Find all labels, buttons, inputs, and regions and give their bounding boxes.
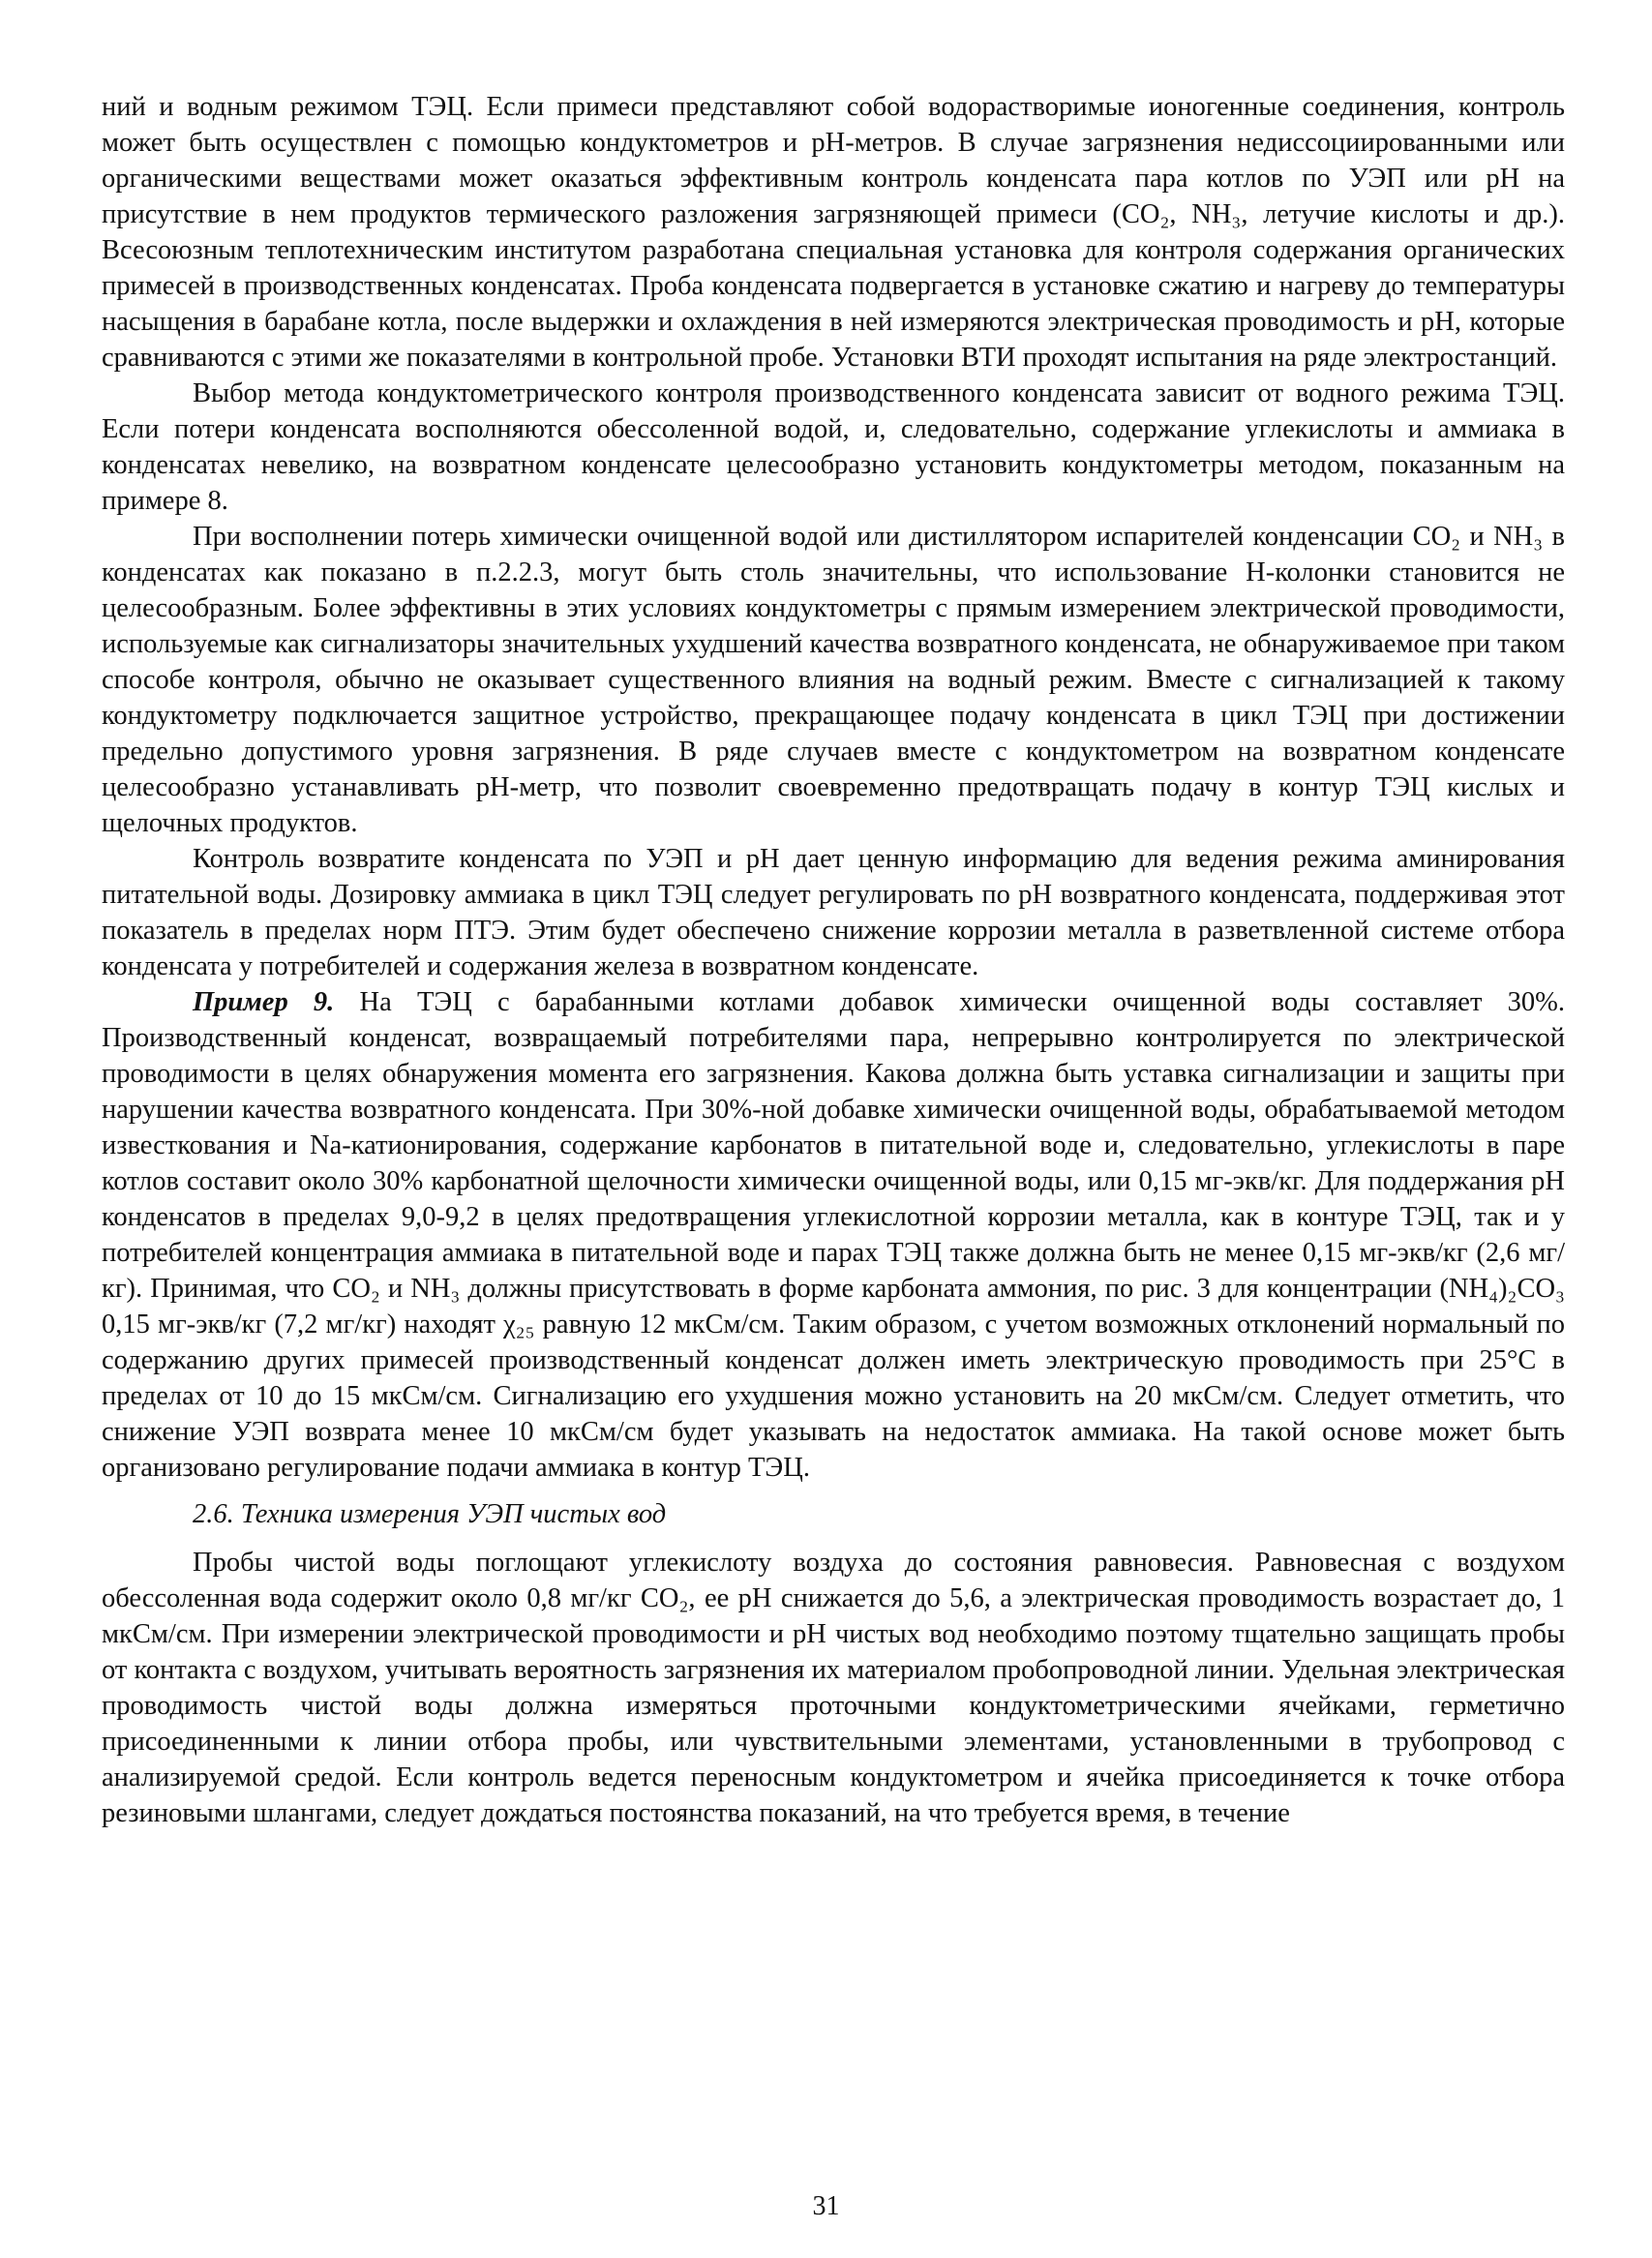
example-text: На ТЭЦ с барабанными котлами добавок химически очищенной воды составляет 30%. Производственный конденсат, возвращаемый потребителями пара, непрерывно контролируется по электрической проводимости в целях обнаружения момента его загрязнения. Какова должна быть уставка сигнализации и защиты при нарушении качества возвратного конденсата. При 30%-ной добавке химически очищенной воды, обрабатываемой методом известкования и Na-катионирования, содержание карбонатов в питательной воде и, следовательно, углекислоты в паре котлов составит около 30% карбонатной щелочности химически очищенной воды, или 0,15 мг-экв/кг. Для поддержания pH конденсатов в пределах 9,0-9,2 в целях предотвращения углекислотной коррозии металла, как в контуре ТЭЦ, так и у потребителей концентрация аммиака в питательной воде и парах ТЭЦ также должна быть не менее 0,15 мг-экв/кг (2,6 мг/кг). Принимая, что CO₂ и NH₃ должны присутствовать в форме карбоната аммония, по рис. 3 для концентрации (NH₄)₂CO₃ 0,15 мг-экв/кг (7,2 мг/кг) находят χ₂₅ равную 12 мкСм/см. Таким образом, с учетом возможных отклонений нормальный по содержанию других примесей производственный конденсат должен иметь электрическую проводимость при 25°С в пределах от 10 до 15 мкСм/см. Сигнализацию его ухудшения можно установить на 20 мкСм/см. Следует отметить, что снижение УЭП возврата менее 10 мкСм/см будет указывать на недостаток аммиака. На такой основе может быть организовано регулирование подачи аммиака в контур ТЭЦ. <box>102 987 1566 1483</box>
example-label: Пример 9. <box>193 987 335 1017</box>
section-heading: 2.6. Техника измерения УЭП чистых вод <box>193 1499 667 1529</box>
document-page <box>102 89 1565 2243</box>
paragraph-chemical-water: При восполнении потерь химически очищенной водой или дистиллятором испарителей конденсации CO₂ и NH₃ в конденсатах как показано в п.2.2.3, могут быть столь значительны, что использование Н-колонки становится не целесообразным. Более эффективны в этих условиях кондуктометры с прямым измерением электрической проводимости, используемые как сигнализаторы значительных ухудшений качества возвратного конденсата, не обнаруживаемое при таком способе контроля, обычно не оказывает существенного влияния на водный режим. Вместе с сигнализацией к такому кондуктометру подключается защитное устройство, прекращающее подачу конденсата в цикл ТЭЦ при достижении предельно допустимого уровня загрязнения. В ряде случаев вместе с кондуктометром на возвратном конденсате целесообразно устанавливать pH-метр, что позволит своевременно предотвращать подачу в контур ТЭЦ кислых и щелочных продуктов. <box>102 522 1565 838</box>
paragraph-method-selection: Выбор метода кондуктометрического контроля производственного конденсата зависит от водного режима ТЭЦ. Если потери конденсата восполняются обессоленной водой, и, следовательно, содержание углекислоты и аммиака в конденсатах невелико, на возвратном конденсате целесообразно установить кондуктометры методом, показанным на примере 8. <box>102 378 1565 516</box>
page-number: 31 <box>812 2191 840 2221</box>
paragraph-continuation: ний и водным режимом ТЭЦ. Если примеси представляют собой водорастворимые ионогенные соединения, контроль может быть осуществлен с помощью кондуктометров и pH-метров. В случае загрязнения недиссоциированными или органическими веществами может оказаться эффективным контроль конденсата пара котлов по УЭП или pH на присутствие в нем продуктов термического разложения загрязняющей примеси (CO₂, NH₃, летучие кислоты и др.). Всесоюзным теплотехническим институтом разработана специальная установка для контроля содержания органических примесей в производственных конденсатах. Проба конденсата подвергается в установке сжатию и нагреву до температуры насыщения в барабане котла, после выдержки и охлаждения в ней измеряются электрическая проводимость и pH, которые сравниваются с этими же показателями в контрольной пробе. Установки ВТИ проходят испытания на ряде электростанций. <box>102 92 1565 373</box>
paragraph-condensate-control: Контроль возвратите конденсата по УЭП и pH дает ценную информацию для ведения режима аминирования питательной воды. Дозировку аммиака в цикл ТЭЦ следует регулировать по pH возвратного конденсата, поддерживая этот показатель в пределах норм ПТЭ. Этим будет обеспечено снижение коррозии металла в разветвленной системе отбора конденсата у потребителей и содержания железа в возвратном конденсате. <box>102 844 1565 981</box>
example-paragraph <box>102 984 1565 1486</box>
paragraph-clean-water: Пробы чистой воды поглощают углекислоту воздуха до состояния равновесия. Равновесная с воздухом обессоленная вода содержит около 0,8 мг/кг CO₂, ее pH снижается до 5,6, а электрическая проводимость возрастает до, 1 мкСм/см. При измерении электрической проводимости и pH чистых вод необходимо поэтому тщательно защищать пробы от контакта с воздухом, учитывать вероятность загрязнения их материалом пробопроводной линии. Удельная электрическая проводимость чистой воды должна измеряться проточными кондуктометрическими ячейками, герметично присоединенными к линии отбора пробы, или чувствительными элементами, установленными в трубопровод с анализируемой средой. Если контроль ведется переносным кондуктометром и ячейка присоединяется к точке отбора резиновыми шлангами, следует дождаться постоянства показаний, на что требуется время, в течение <box>102 1548 1565 1828</box>
